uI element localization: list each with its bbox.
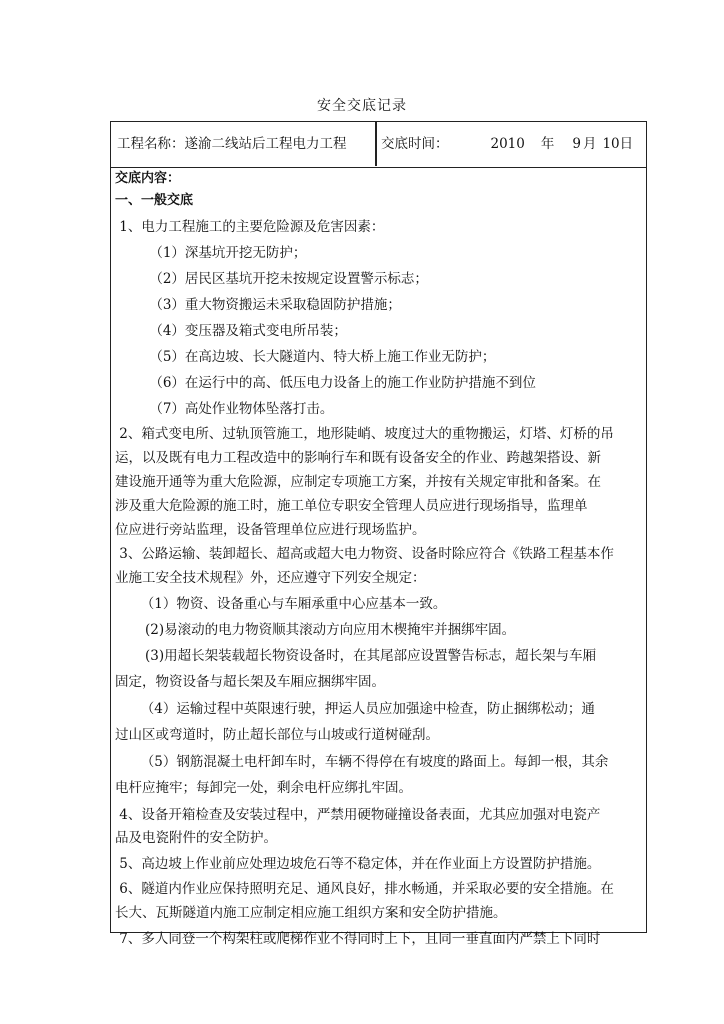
content-line: 电杆应掩牢；每卸完一处，剩余电杆应绑扎牢固。: [115, 780, 412, 796]
content-line: 业施工安全技术规程》外，还应遵守下列安全规定：: [115, 570, 426, 586]
document-title: 安全交底记录: [317, 98, 407, 114]
content-line: 长大、瓦斯隧道内施工应制定相应施工组织方案和安全防护措施。: [115, 905, 507, 921]
content-line: （1）深基坑开挖无防护；: [115, 245, 307, 261]
year-unit: 年: [540, 136, 555, 152]
content-line: (2)易滚动的电力物资顺其滚动方向应用木楔掩牢并捆绑牢固。: [115, 622, 516, 638]
content-line: 6、隧道内作业应保持照明充足、通风良好，排水畅通，并采取必要的安全措施。在: [115, 881, 614, 897]
header-divider: [375, 122, 377, 166]
content-line: （7）高处作业物体坠落打击。: [115, 401, 334, 417]
content-line: （4）变压器及箱式变电所吊装；: [115, 323, 347, 339]
content-label: 交底内容：: [115, 171, 181, 186]
time-label: 交底时间：: [381, 136, 449, 152]
content-line: （3）重大物资搬运未采取稳固防护措施；: [115, 297, 401, 313]
section-heading: 一、一般交底: [115, 193, 194, 208]
content-line: 5、高边坡上作业前应处理边坡危石等不稳定体，并在作业面上方设置防护措施。: [115, 856, 601, 872]
month-unit: 月: [582, 136, 597, 152]
year-value: 2010: [490, 136, 525, 152]
content-line: 位应进行旁站监理，设备管理单位应进行现场监护。: [115, 522, 426, 538]
content-line: 品及电瓷附件的安全防护。: [115, 830, 277, 846]
content-line: 固定，物资设备与超长架及车厢应捆绑牢固。: [115, 674, 385, 690]
content-line: （2）居民区基坑开挖未按规定设置警示标志；: [115, 271, 428, 287]
content-line: 涉及重大危险源的施工时，施工单位专职安全管理人员应进行现场指导，监理单: [115, 498, 588, 514]
content-line: 1、电力工程施工的主要危险源及危害因素：: [115, 219, 385, 235]
content-line: （5）钢筋混凝土电杆卸车时，车辆不得停在有坡度的路面上。每卸一根，其余: [115, 754, 609, 770]
content-line: (3)用超长架装载超长物资设备时，在其尾部应设置警告标志，超长架与车厢: [115, 648, 597, 664]
form-header-row: [111, 122, 646, 168]
disclosure-time-cell: [381, 122, 633, 166]
content-line: 7、多人同登一个构架柱或爬梯作业不得同时上下，且同一垂直面内严禁上下同时: [115, 931, 601, 947]
content-line: （4）运输过程中英限速行驶，押运人员应加强途中检查，防止捆绑松动；通: [115, 701, 595, 717]
disclosure-form: [110, 121, 647, 947]
content-line: （5）在高边坡、长大隧道内、特大桥上施工作业无防护；: [115, 349, 496, 365]
content-line: 运，以及既有电力工程改造中的影响行车和既有设备安全的作业、跨越架搭设、新: [115, 450, 601, 466]
day-value: 10日: [602, 136, 634, 152]
content-line: 过山区或弯道时，防止超长部位与山坡或行道树碰刮。: [115, 727, 439, 743]
content-line: （1）物资、设备重心与车厢承重中心应基本一致。: [115, 596, 447, 612]
month-value: 9: [572, 136, 581, 152]
content-line: （6）在运行中的高、低压电力设备上的施工作业防护措施不到位: [115, 375, 536, 391]
content-line: 4、设备开箱检查及安装过程中，严禁用硬物碰撞设备表面，尤其应加强对电瓷产: [115, 807, 601, 823]
content-line: 3、公路运输、装卸超长、超高或超大电力物资、设备时除应符合《铁路工程基本作: [115, 546, 614, 562]
content-line: 2、箱式变电所、过轨顶管施工，地形陡峭、坡度过大的重物搬运，灯塔、灯桥的吊: [115, 426, 614, 442]
content-line: 建设施开通等为重大危险源，应制定专项施工方案，并按有关规定审批和备案。在: [115, 474, 601, 490]
project-name-cell: 工程名称：遂渝二线站后工程电力工程: [117, 136, 347, 152]
